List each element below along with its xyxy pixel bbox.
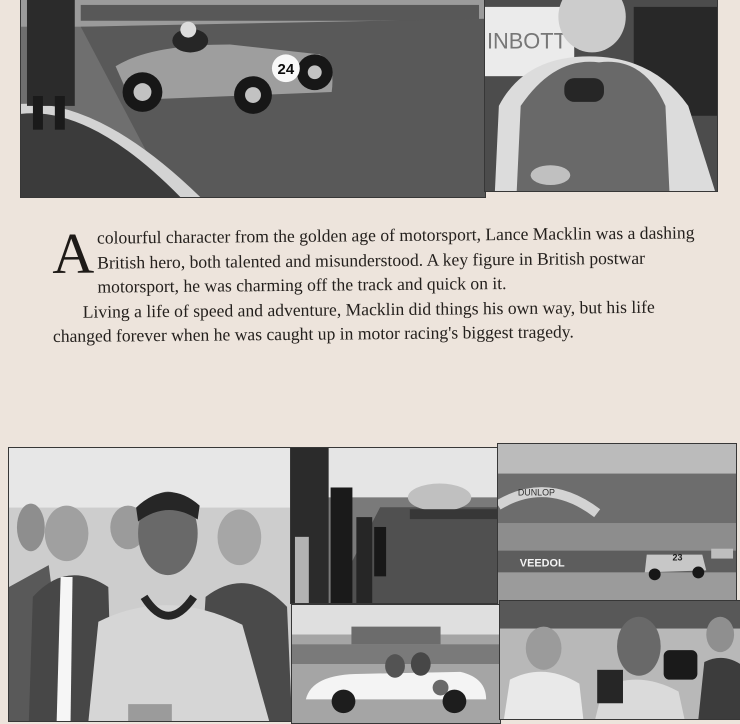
barrier-sign: VEEDOL <box>519 557 565 570</box>
driver-portrait-photo <box>484 0 718 192</box>
circuit-car-number: 23 <box>672 552 683 563</box>
second-paragraph: Living a life of speed and adventure, Macklin did things his own way, but his life changed forever when he was caught up in motor racing's biggest tragedy. <box>52 296 655 346</box>
crowd-portrait-photo <box>499 600 740 720</box>
drop-cap: A <box>51 220 95 286</box>
crash-scene-photo <box>290 447 500 604</box>
bridge-sign: DUNLOP <box>517 487 555 498</box>
smiling-driver-photo <box>8 447 293 722</box>
article-text <box>52 220 703 348</box>
car-number-label: 24 <box>277 62 295 79</box>
portrait-banner-text: INBOTT <box>486 28 567 54</box>
intro-paragraph <box>52 220 703 299</box>
intro-paragraph-text: colourful character from the golden age of motorsport, Lance Macklin was a dashing British hero, both talented and misunderstood. A key figure in British postwar motorsport, he was charming off the track and quick on it. <box>96 222 695 297</box>
circuit-bridge-photo <box>497 443 737 605</box>
sports-car-photo <box>291 604 501 724</box>
race-car-photo <box>20 0 486 198</box>
